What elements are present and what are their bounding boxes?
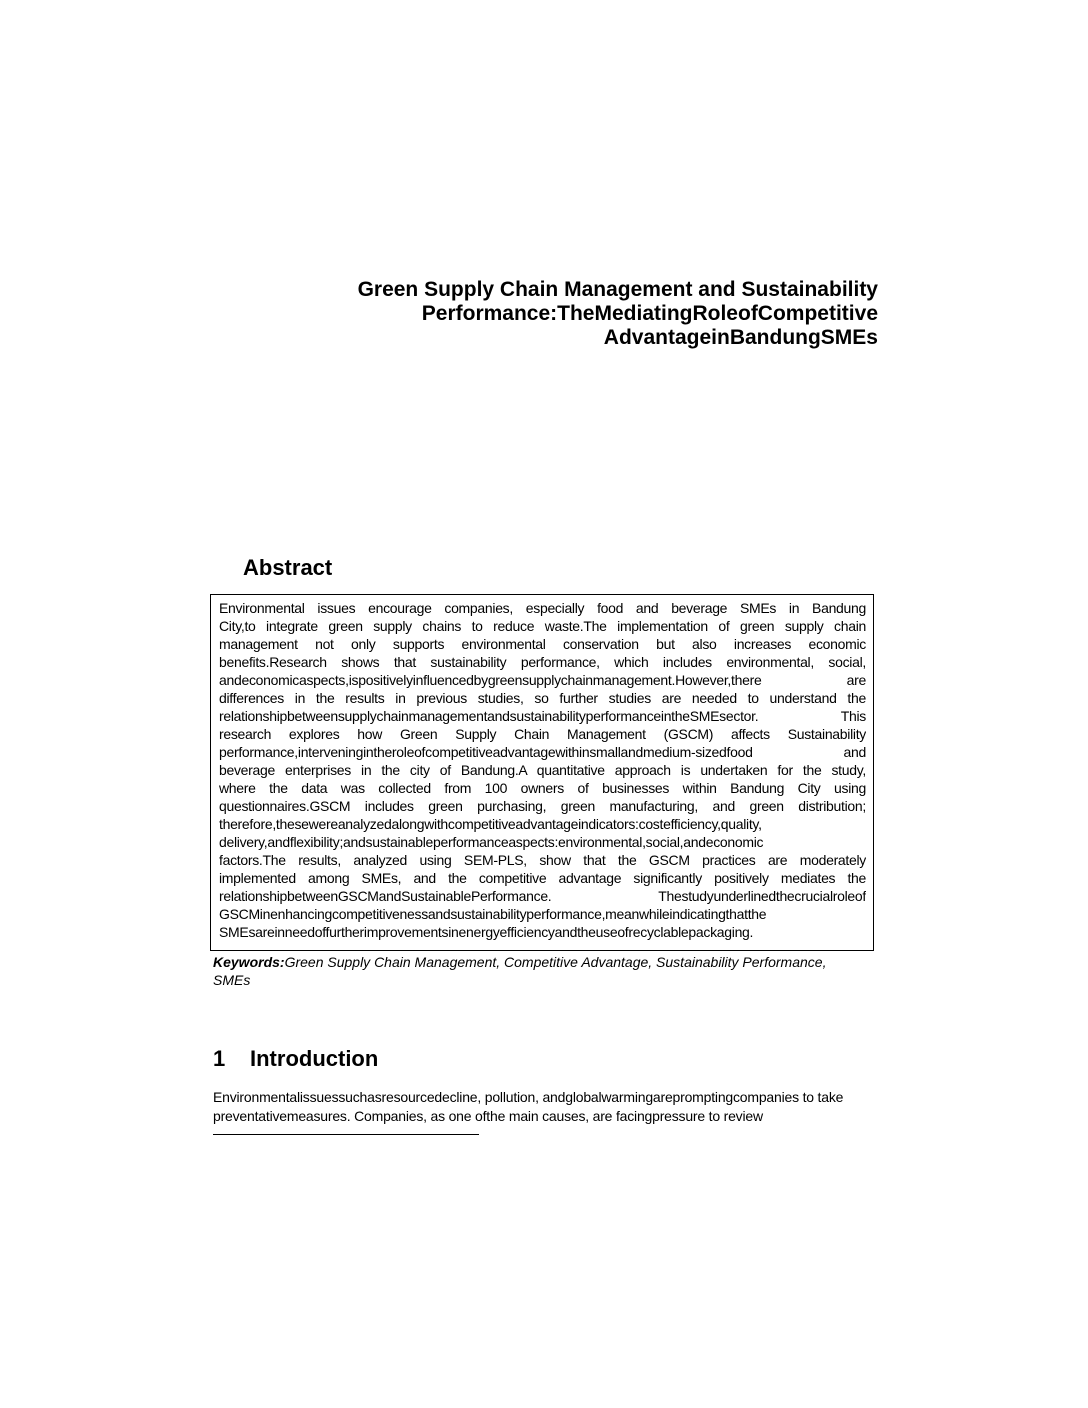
abstract-line: City,to integrate green supply chains to reduce waste.The implementation of green supply chain [219,618,866,634]
abstract-line: SMEsareinneedoffurtherimprovementsinenergyefficiencyandtheuseofrecyclablepackaging. [219,924,754,940]
introduction-line: preventativemeasures. Companies, as one ofthe main causes, are facingpressure to review [213,1108,763,1124]
abstract-heading: Abstract [243,555,333,580]
title-line-1: Green Supply Chain Management and Sustainability [357,278,878,301]
abstract-line: implemented among SMEs, and the competitive advantage significantly positively mediates the [219,870,866,886]
abstract-line: Environmental issues encourage companies, especially food and beverage SMEs in Bandung [219,600,866,616]
abstract-line: management not only supports environmental conservation but also increases economic [219,636,866,652]
abstract-line: relationshipbetweensupplychainmanagementandsustainabilityperformanceintheSMEsector. This [219,708,866,724]
abstract-line: delivery,andflexibility;andsustainableperformanceaspects:environmental,social,andeconomic [219,834,764,850]
keywords [213,953,877,989]
abstract-line-part: relationshipbetweenGSCMandSustainablePerformance. [219,888,552,904]
abstract-line: factors.The results, analyzed using SEM-PLS, show that the GSCM practices are moderately [219,852,866,868]
abstract-line: where the data was collected from 100 owners of businesses within Bandung City using [219,780,866,796]
abstract-line: beverage enterprises in the city of Bandung.A quantitative approach is undertaken for the study, [219,762,866,778]
footnote-divider [213,1134,479,1135]
introduction-body [213,1088,903,1126]
section-title: Introduction [250,1046,379,1071]
abstract-line: benefits.Research shows that sustainability performance, which includes environmental, social, [219,654,866,670]
abstract-line: performance,interveningintheroleofcompetitiveadvantagewithinsmallandmedium-sizedfood and [219,744,866,760]
keywords-line-2: SMEs [213,972,251,988]
abstract-line-part: Thestudyunderlinedthecrucialroleof [658,888,866,904]
abstract-line: therefore,thesewereanalyzedalongwithcompetitiveadvantageindicators:costefficiency,quality, [219,816,762,832]
introduction-heading [213,1045,378,1073]
keywords-label: Keywords: [213,954,285,970]
abstract-line: andeconomicaspects,ispositivelyinfluencedbygreensupplychainmanagement.However,there are [219,672,866,688]
keywords-text: Green Supply Chain Management, Competitive Advantage, Sustainability Performance, [284,954,827,970]
section-number: 1 [213,1046,226,1071]
introduction-line: Environmentalissuessuchasresourcedecline, pollution, andglobalwarmingarepromptingcompanies to take [213,1089,844,1105]
abstract-box [210,594,874,951]
abstract-line-split [219,887,866,905]
abstract-line: differences in the results in previous studies, so further studies are needed to understand the [219,690,866,706]
keywords-line-1 [213,953,877,971]
title-line-3: AdvantageinBandungSMEs [603,326,878,349]
abstract-line: GSCMinenhancingcompetitivenessandsustainabilityperformance,meanwhileindicatingthatthe [219,906,767,922]
paper-title [240,278,878,350]
abstract-line: questionnaires.GSCM includes green purchasing, green manufacturing, and green distribution; [219,798,866,814]
title-line-2: Performance:TheMediatingRoleofCompetitive [421,302,878,325]
abstract-line: research explores how Green Supply Chain Management (GSCM) affects Sustainability [219,726,866,742]
